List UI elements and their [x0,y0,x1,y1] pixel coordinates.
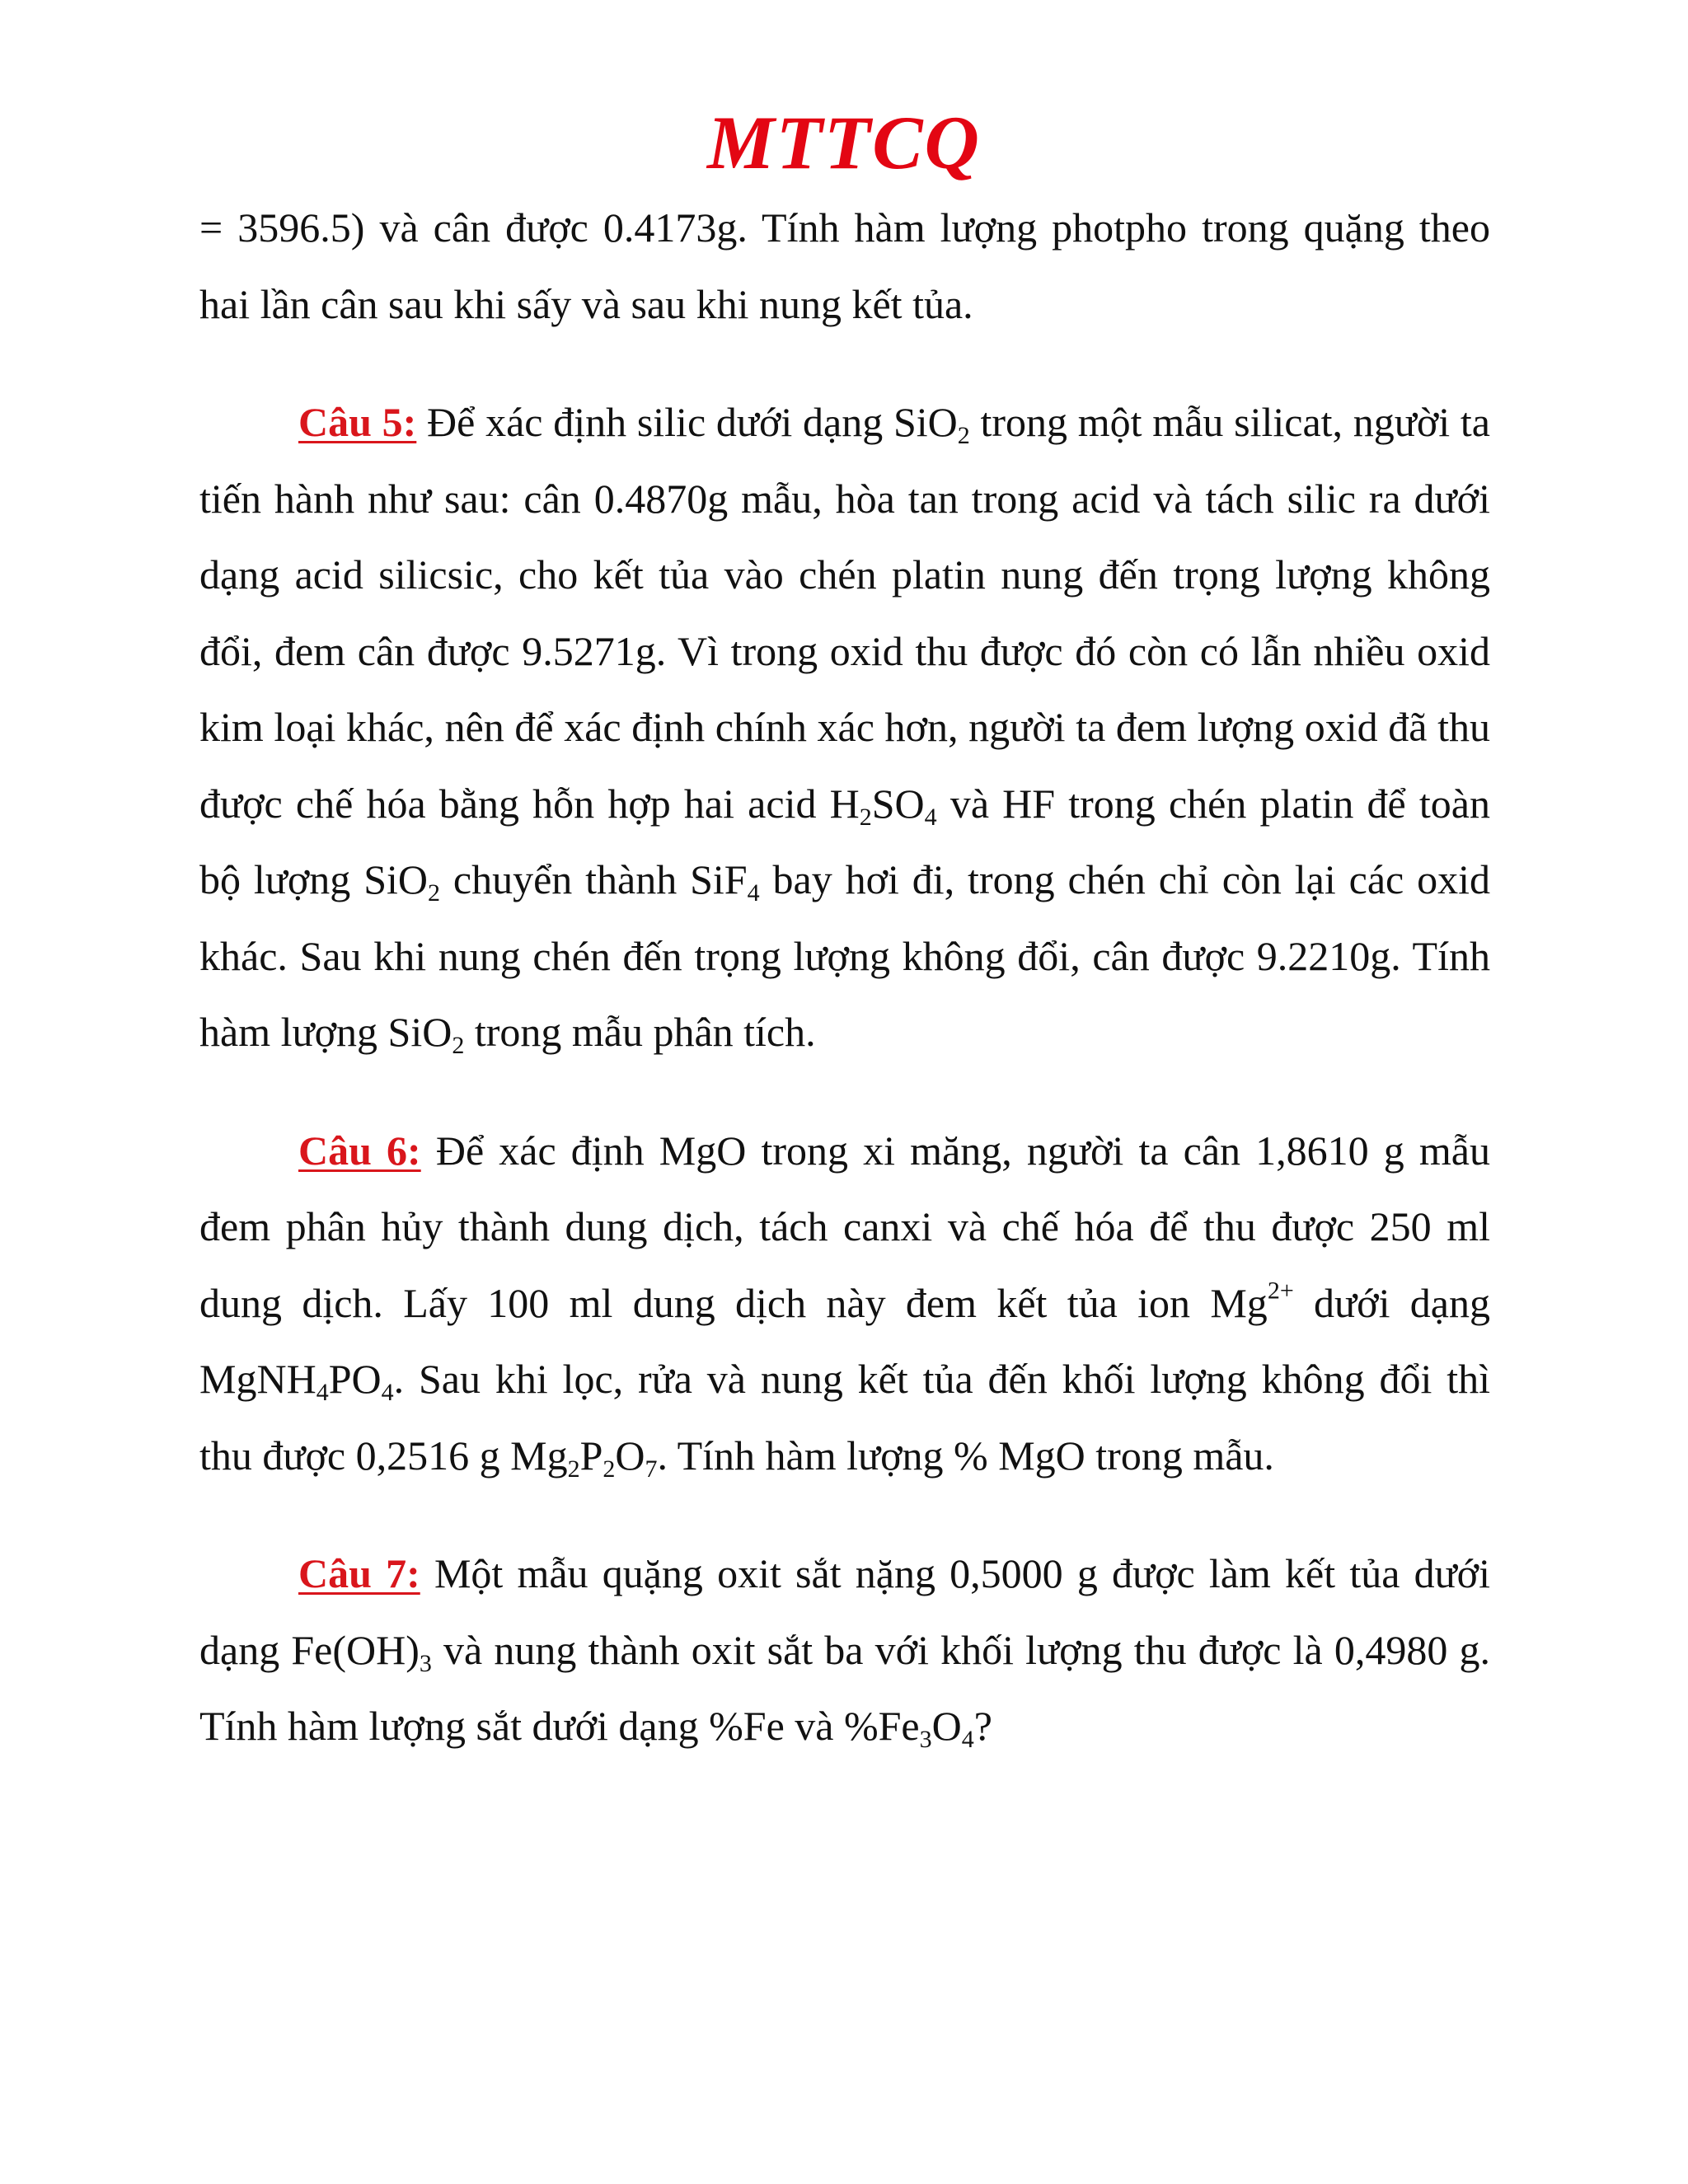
subscript: 4 [316,1379,329,1406]
question-6-text: Để xác định MgO trong xi măng, người ta cân 1,8610 g mẫu đem phân hủy thành dung dịch, tách canxi và chế hóa để thu được 250 ml dung dịch. Lấy 100 ml dung dịch này đem kết tủa ion Mg [199,1127,1491,1326]
document-body [199,190,1490,1765]
subscript: 2 [567,1455,580,1483]
question-5-text: chuyển thành SiF [440,856,748,902]
subscript: 2 [957,422,970,449]
question-5-text: trong mẫu phân tích. [464,1009,816,1055]
subscript: 4 [961,1726,974,1753]
question-7-text: và nung thành oxit sắt ba với khối lượng thu được là 0,4980 g. Tính hàm lượng sắt dưới dạng %Fe và %Fe [199,1626,1490,1749]
question-6-text: dưới dạng MgNH [199,1279,1490,1402]
subscript: 2 [428,879,440,907]
question-6-label: Câu 6: [298,1127,421,1174]
question-6-text: . Sau khi lọc, rửa và nung kết tủa đến khối lượng không đổi thì thu được 0,2516 g Mg [199,1356,1490,1479]
question-5-paragraph [199,384,1490,1071]
subscript: 4 [747,879,760,907]
subscript: 3 [419,1649,432,1677]
question-6-text: . Tính hàm lượng % MgO trong mẫu. [657,1432,1274,1479]
question-5-text: trong một mẫu silicat, người ta tiến hành như sau: cân 0.4870g mẫu, hòa tan trong acid và tách silic ra dưới dạng acid silicsic, cho kết tủa vào chén platin nung đến trọng lượng không đổi, đem cân được 9.5271g. Vì trong oxid thu được đó còn có lẫn nhiều oxid kim loại khác, nên để xác định chính xác hơn, người ta đem lượng oxid đã thu được chế hóa bằng hỗn hợp hai acid H [199,399,1491,827]
question-5-text: bay hơi đi, trong chén chỉ còn lại các oxid khác. Sau khi nung chén đến trọng lượng không đổi, cân được 9.2210g. Tính hàm lượng SiO [199,856,1490,1055]
question-6-paragraph [199,1113,1490,1494]
question-7-text: ? [973,1703,992,1749]
question-5-text: và HF trong chén platin để toàn bộ lượng SiO [199,780,1490,902]
question-7-text: O [931,1703,962,1749]
question-7-label: Câu 7: [298,1550,420,1596]
question-7-paragraph [199,1535,1490,1765]
subscript: 7 [645,1455,658,1483]
subscript: 2 [603,1455,616,1483]
subscript: 3 [919,1726,932,1753]
question-5-text: SO [871,780,925,827]
question-6-text: P [579,1432,603,1479]
subscript: 4 [381,1379,394,1406]
superscript: 2+ [1267,1277,1294,1304]
subscript: 2 [452,1032,465,1059]
page-header-title: MTTCQ [707,101,981,185]
intro-paragraph: = 3596.5) và cân được 0.4173g. Tính hàm lượng photpho trong quặng theo hai lần cân sau khi sấy và sau khi nung kết tủa. [199,204,1490,327]
subscript: 4 [924,803,937,831]
question-7-text: Một mẫu quặng oxit sắt nặng 0,5000 g được làm kết tủa dưới dạng Fe(OH) [199,1550,1491,1673]
question-5-label: Câu 5: [298,399,417,445]
question-6-text: O [615,1432,645,1479]
question-5-text: Để xác định silic dưới dạng SiO [427,399,958,445]
subscript: 2 [859,803,872,831]
question-6-text: PO [328,1356,382,1402]
